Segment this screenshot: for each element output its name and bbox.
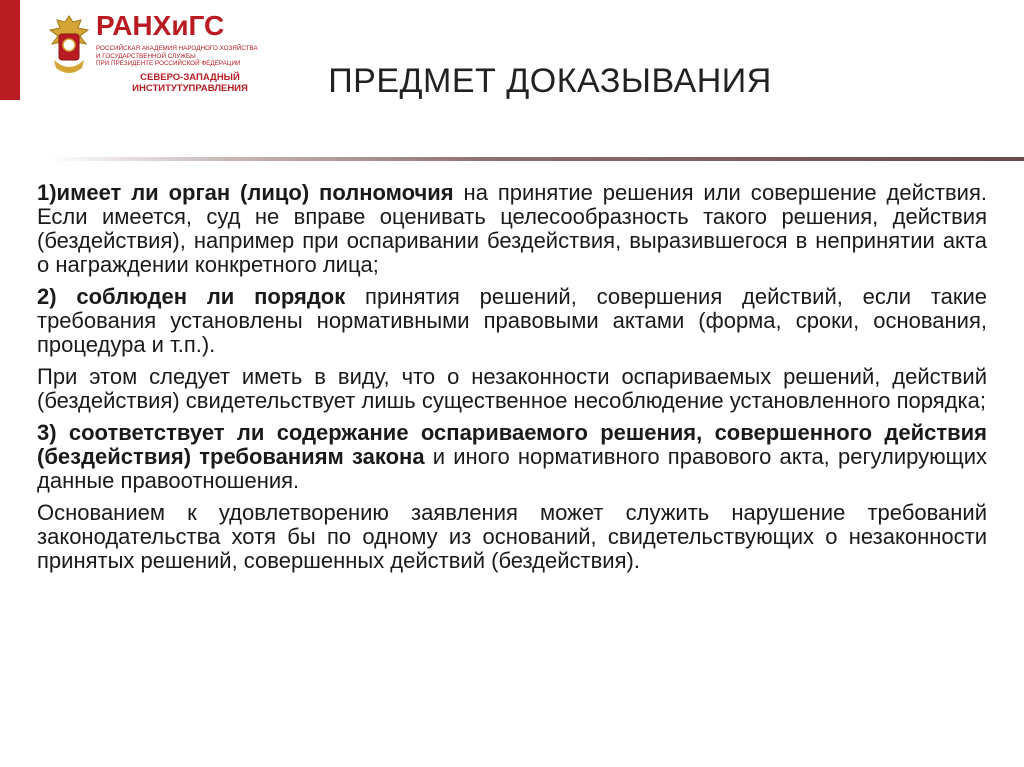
paragraph-bold: 2) соблюден ли порядок	[37, 284, 346, 309]
paragraph	[37, 421, 987, 493]
paragraph-text: При этом следует иметь в виду, что о незаконности оспариваемых решений, действий (бездействия) свидетельствует лишь существенное несоблюдение установленного порядка;	[37, 364, 987, 413]
title-divider	[48, 157, 1024, 161]
paragraph	[37, 285, 987, 357]
logo-brand-text: РАНХиГС	[96, 10, 225, 41]
eagle-emblem-icon	[44, 12, 94, 78]
slide-title: ПРЕДМЕТ ДОКАЗЫВАНИЯ	[328, 62, 772, 100]
paragraph-text: принятия решений, совершения действий, если такие требования установлены нормативными правовыми актами (форма, сроки, основания, процедура и т.п.).	[37, 284, 988, 357]
paragraph	[37, 365, 987, 413]
paragraph	[37, 501, 987, 573]
paragraph-text: на принятие решения или совершение действия. Если имеется, суд не вправе оценивать целесообразность такого решения, действия (бездействия), например при оспаривании бездействия, выразившегося в непринятии акта о награждении конкретного лица;	[37, 180, 987, 277]
logo-branch-name: СЕВЕРО-ЗАПАДНЫЙ ИНСТИТУТУПРАВЛЕНИЯ	[132, 72, 248, 94]
paragraph-bold: 1)имеет ли орган (лицо) полномочия	[37, 180, 454, 205]
paragraph-text: Основанием к удовлетворению заявления может служить нарушение требований законодательства хотя бы по одному из оснований, свидетельствующих о незаконности принятых решений, совершенных действий (бездействия).	[37, 500, 987, 573]
paragraph-bold: 3) соответствует ли содержание оспариваемого решения, совершенного действия (бездействия) требованиям закона	[37, 420, 987, 469]
accent-bar	[0, 0, 20, 100]
paragraph-text: и иного нормативного правового акта, регулирующих данные правоотношения.	[37, 444, 988, 493]
ranepa-logo	[40, 10, 258, 105]
slide-body	[37, 181, 987, 581]
logo-subtitle: РОССИЙСКАЯ АКАДЕМИЯ НАРОДНОГО ХОЗЯЙСТВА И ГОСУДАРСТВЕННОЙ СЛУЖБЫ ПРИ ПРЕЗИДЕНТЕ РОССИЙСКОЙ ФЕДЕРАЦИИ	[96, 45, 258, 68]
paragraph	[37, 181, 987, 277]
